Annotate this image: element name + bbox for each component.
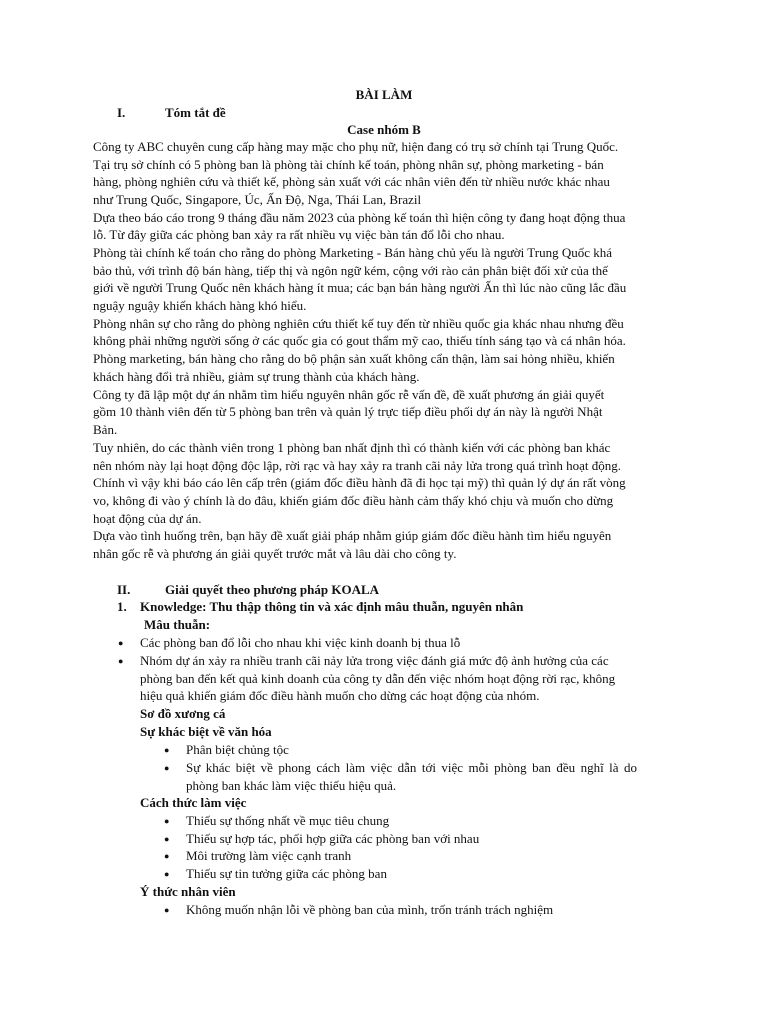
list-item: Sự khác biệt về phong cách làm việc dẫn tới việc mỗi phòng ban đều nghĩ là do bbox=[186, 760, 637, 775]
paragraph-line: giới về người Trung Quốc nên khách hàng ít mua; các bạn bán hàng người Ấn thì lúc nào cũng lắc đầu bbox=[93, 280, 627, 295]
paragraph-line: Tại trụ sở chính có 5 phòng ban là phòng tài chính kế toán, phòng nhân sự, phòng marketing - bán bbox=[93, 157, 604, 172]
document-heading: BÀI LÀM bbox=[355, 87, 413, 102]
paragraph-line: Phòng marketing, bán hàng cho rằng do bộ phận sản xuất không cẩn thận, làm sai hỏng nhiều, khiến bbox=[93, 351, 615, 366]
list-item: Môi trường làm việc cạnh tranh bbox=[186, 848, 352, 863]
paragraph-line: Công ty đã lập một dự án nhằm tìm hiểu nguyên nhân gốc rễ vấn đề, đề xuất phương án giải quyết bbox=[93, 387, 605, 402]
list-item-continuation: hiệu quả khiến giám đốc điều hành muốn cho dừng các hoạt động của nhóm. bbox=[140, 688, 540, 703]
paragraph-line: nhân gốc rễ và phương án giải quyết trước mắt và lâu dài cho công ty. bbox=[93, 546, 457, 561]
paragraph-line: Dựa theo báo cáo trong 9 tháng đầu năm 2023 của phòng kế toán thì hiện công ty đang hoạt động thua bbox=[93, 210, 626, 225]
list-item: Thiếu sự tin tưởng giữa các phòng ban bbox=[186, 866, 387, 881]
list-item: Nhóm dự án xảy ra nhiều tranh cãi nảy lửa trong việc đánh giá mức độ ảnh hưởng của các bbox=[140, 653, 609, 668]
fishbone-label: Sơ đồ xương cá bbox=[140, 706, 226, 721]
paragraph-line: gồm 10 thành viên đến từ 5 phòng ban trên và quản lý trực tiếp điều phối dự án này là người Nhật bbox=[93, 404, 603, 419]
bullet-icon: ● bbox=[118, 638, 124, 648]
paragraph-line: Chính vì vậy khi báo cáo lên cấp trên (giám đốc điều hành đã đi học tại mỹ) thì quản lý dự án rất vòng bbox=[93, 475, 626, 490]
subsection-1-title: Knowledge: Thu thập thông tin và xác định mâu thuẫn, nguyên nhân bbox=[140, 599, 524, 614]
paragraph-line: hàng, phòng nghiên cứu và thiết kế, phòng sản xuất với các nhân viên đến từ nhiều nước khác nhau bbox=[93, 174, 610, 189]
section-2-number: II. bbox=[117, 582, 131, 597]
list-item: Phân biệt chủng tộc bbox=[186, 742, 289, 757]
list-item: Các phòng ban đổ lỗi cho nhau khi việc kinh doanh bị thua lỗ bbox=[140, 635, 461, 650]
list-item-continuation: phòng ban khác làm việc thiếu hiệu quả. bbox=[186, 778, 397, 793]
cause-group-title: Ý thức nhân viên bbox=[140, 884, 236, 899]
case-title: Case nhóm B bbox=[347, 122, 421, 137]
paragraph-line: Phòng nhân sự cho rằng do phòng nghiên cứu thiết kế tuy đến từ nhiều quốc gia khác nhau nhưng đều bbox=[93, 316, 624, 331]
paragraph-line: Tuy nhiên, do các thành viên trong 1 phòng ban nhất định thì có thành kiến với các phòng ban khác bbox=[93, 440, 611, 455]
paragraph-line: bảo thủ, với trình độ bán hàng, tiếp thị và ngôn ngữ kém, cộng với rào cản phân biệt đối xử của thế bbox=[93, 263, 608, 278]
paragraph-line: không phải những người sống ở các quốc gia có gout thẩm mỹ cao, thiếu tính sáng tạo và cá nhân hóa. bbox=[93, 333, 626, 348]
paragraph-line: Công ty ABC chuyên cung cấp hàng may mặc cho phụ nữ, hiện đang có trụ sở chính tại Trung Quốc. bbox=[93, 139, 619, 154]
list-item: Thiếu sự thống nhất về mục tiêu chung bbox=[186, 813, 390, 828]
paragraph-line: nên nhóm này lại hoạt động độc lập, rời rạc và hay xảy ra tranh cãi nảy lửa trong quá trình hoạt động. bbox=[93, 458, 621, 473]
paragraph-line: Phòng tài chính kế toán cho rằng do phòng Marketing - Bán hàng chủ yếu là người Trung Quốc khá bbox=[93, 245, 613, 260]
list-item: Thiếu sự hợp tác, phối hợp giữa các phòng ban với nhau bbox=[186, 831, 480, 846]
bullet-icon: ● bbox=[164, 834, 170, 844]
bullet-icon: ● bbox=[164, 905, 170, 915]
cause-group-title: Cách thức làm việc bbox=[140, 795, 247, 810]
section-2-title: Giải quyết theo phương pháp KOALA bbox=[165, 582, 380, 597]
bullet-icon: ● bbox=[164, 851, 170, 861]
list-item-continuation: phòng ban đến kết quả kinh doanh của công ty dẫn đến việc nhóm hoạt động rời rạc, không bbox=[140, 671, 616, 686]
paragraph-line: Bản. bbox=[93, 422, 118, 437]
mau-thuan-label: Mâu thuẫn: bbox=[144, 617, 211, 632]
subsection-1-number: 1. bbox=[117, 599, 127, 614]
bullet-icon: ● bbox=[164, 745, 170, 755]
section-1-number: I. bbox=[117, 105, 126, 120]
bullet-icon: ● bbox=[164, 816, 170, 826]
paragraph-line: lỗ. Từ đây giữa các phòng ban xảy ra rất nhiều vụ việc bàn tán đổ lỗi cho nhau. bbox=[93, 227, 505, 242]
bullet-icon: ● bbox=[164, 763, 170, 773]
paragraph-line: nguậy nguậy khiến khách hàng khó hiểu. bbox=[93, 298, 307, 313]
list-item: Không muốn nhận lỗi về phòng ban của mình, trốn tránh trách nghiệm bbox=[186, 902, 554, 917]
paragraph-line: khách hàng đổi trả nhiều, giảm sự trung thành của khách hàng. bbox=[93, 369, 420, 384]
bullet-icon: ● bbox=[118, 656, 124, 666]
paragraph-line: Dựa vào tình huống trên, bạn hãy đề xuất giải pháp nhằm giúp giám đốc điều hành tìm hiểu nguyên bbox=[93, 528, 612, 543]
paragraph-line: như Trung Quốc, Singapore, Úc, Ấn Độ, Nga, Thái Lan, Brazil bbox=[93, 192, 422, 207]
bullet-icon: ● bbox=[164, 869, 170, 879]
section-1-title: Tóm tắt đề bbox=[165, 105, 226, 120]
cause-group-title: Sự khác biệt về văn hóa bbox=[140, 724, 272, 739]
paragraph-line: hoạt động của dự án. bbox=[93, 511, 202, 526]
paragraph-line: vo, không đi vào ý chính là do đâu, khiến giám đốc điều hành cảm thấy khó chịu và muốn cho dừng bbox=[93, 493, 614, 508]
